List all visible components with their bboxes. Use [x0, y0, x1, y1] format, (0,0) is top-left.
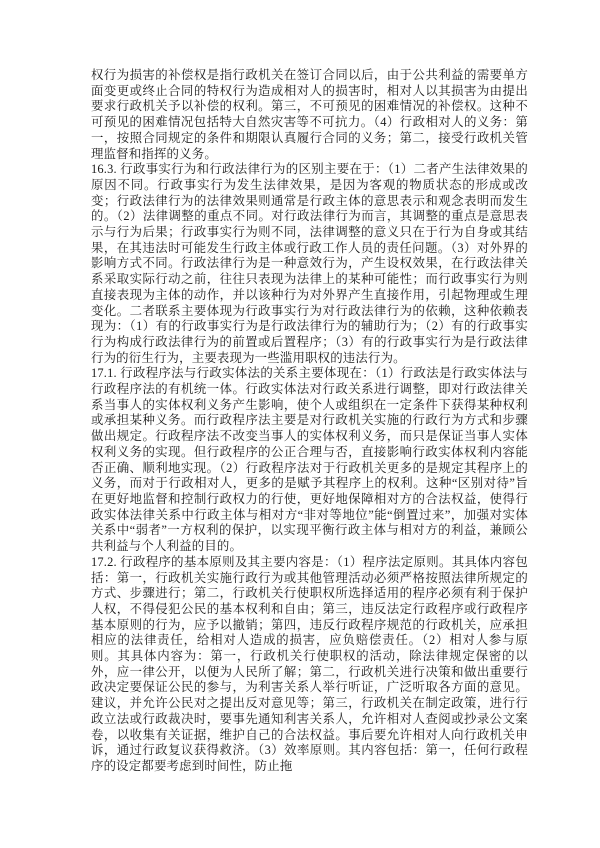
paragraph-17-2: 17.2. 行政程序的基本原则及其主要内容是：（1）程序法定原则。其具体内容包括：第一，行政机关实施行政行为或其他管理活动必须严格按照法律所规定的方式、步骤进行；第二，行政机关行使职权所选择适用的程序必须有利于保护人权，不得侵犯公民的基本权利和自由；第三，违反法定行政程序或行政程序基本原则的行为，应予以撤销；第四，违反行政程序规范的行政机关，应承担相应的法律责任，给相对人造成的损害，应负赔偿责任。（2）相对人参与原则。其具体内容为：第一，行政机关行使职权的活动，除法律规定保密的以外，应一律公开，以便为人民所了解；第二，行政机关进行决策和做出重要行政决定要保证公民的参与，为利害关系人举行听证，广泛听取各方面的意见。建议，并允许公民对之提出反对意见等；第三，行政机关在制定政策，进行行政立法或行政裁决时，要事先通知利害关系人，允许相对人查阅或抄录公文案卷，以收集有关证据，维护自己的合法权益。事后要允许相对人向行政机关申诉，通过行政复议获得救济。（3）效率原则。其内容包括：第一，任何行政程序的设定都要考虑到时间性，防止拖: [91, 554, 528, 773]
paragraph-16-3: 16.3. 行政事实行为和行政法律行为的区别主要在于：（1）二者产生法律效果的原因不同。行政事实行为发生法律效果，是因为客观的物质状态的形成或改变；行政法律行为的法律效果则通常是行政主体的意思表示和观念表明而发生的。（2）法律调整的重点不同。对行政法律行为而言，其调整的重点是意思表示与行为后果；行政事实行为则不同，法律调整的意义只在于行为自身或其结果，在其违法时可能发生行政主体或行政工作人员的责任问题。（3）对外界的影响方式不同。行政法律行为是一种意效行为，产生设权效果，在行政法律关系采取实际行动之前，往往只表现为法律上的某种可能性；而行政事实行为则直接表现为主体的动作，并以该种行为对外界产生直接作用，引起物理或生理变化。二者联系主要体现为行政事实行为对行政法律行为的依赖，这种依赖表现为：（1）有的行政事实行为是行政法律行为的辅助行为；（2）有的行政事实行为构成行政法律行为的前置或后置程序；（3）有的行政事实行为是行政法律行为的衍生行为，主要表现为一些滥用职权的违法行为。: [91, 162, 528, 365]
body-text: [91, 68, 528, 775]
paragraph-contract-compensation: 权行为损害的补偿权是指行政机关在签订合同以后，由于公共利益的需要单方面变更或终止合同的特权行为造成相对人的损害时，相对人以其损害为由提出要求行政机关予以补偿的权利。第三，不可预见的困难情况的补偿权。这种不可预见的困难情况包括特大自然灾害等不可抗力。（4）行政相对人的义务：第一，按照合同规定的条件和期限认真履行合同的义务；第二，接受行政机关管理监督和指挥的义务。: [91, 68, 528, 161]
paragraph-17-1: 17.1. 行政程序法与行政实体法的关系主要体现在：（1）行政法是行政实体法与行政程序法的有机统一体。行政实体法对行政关系进行调整，即对行政法律关系当事人的实体权利义务产生影响，使个人或组织在一定条件下获得某种权利或承担某种义务。而行政程序法主要是对行政机关实施的行政行为方式和步骤做出规定。行政程序法不改变当事人的实体权利义务，而只是保证当事人实体权利义务的实现。但行政程序的公正合理与否，直接影响行政实体权利内容能否正确、顺利地实现。（2）行政程序法对于行政机关更多的是规定其程序上的义务，而对于行政相对人，更多的是赋予其程序上的权利。这种“区别对待”旨在更好地监督和控制行政权力的行使，更好地保障相对方的合法权益，使得行政实体法律关系中行政主体与相对方“非对等地位”能“倒置过来”，加强对实体关系中“弱者”一方权利的保护，以实现平衡行政主体与相对方的利益，兼顾公共利益与个人利益的目的。: [91, 366, 528, 554]
